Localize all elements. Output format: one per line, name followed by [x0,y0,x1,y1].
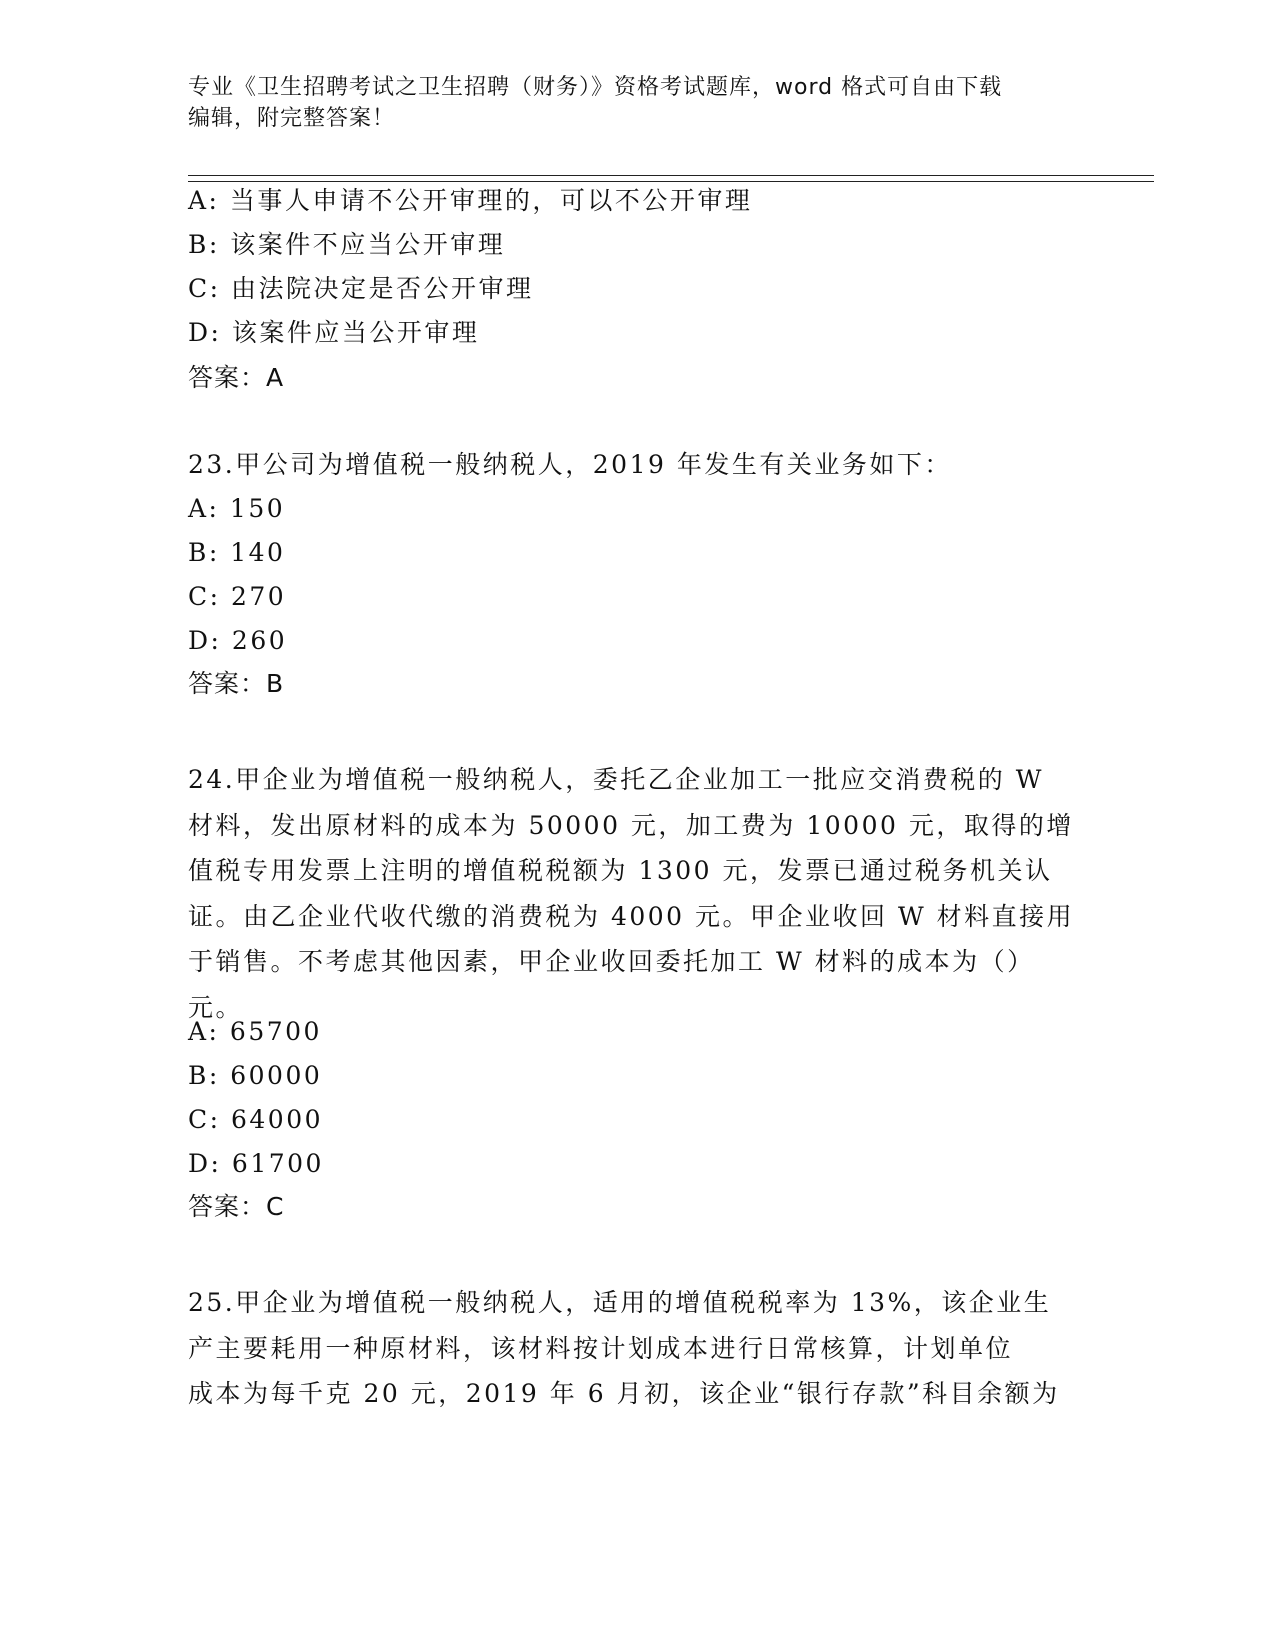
q25-stem-line: 成本为每千克 20 元，2019 年 6 月初，该企业“银行存款”科目余额为 [188,1379,1060,1408]
q23-option-d: D: 260 [188,626,288,655]
q22-option-c: C: 由法院决定是否公开审理 [188,274,534,303]
document-header [188,72,1068,134]
header-title-line-2: 编辑，附完整答案！ [188,106,396,131]
q24-stem-line: 证。由乙企业代收代缴的消费税为 4000 元。甲企业收回 W 材料直接用 [188,901,1075,931]
q23-option-a: A: 150 [188,494,286,523]
q22-option-b: B: 该案件不应当公开审理 [188,230,506,259]
q24-option-d: D: 61700 [188,1149,324,1178]
q24-stem-line: 24.甲企业为增值税一般纳税人，委托乙企业加工一批应交消费税的 W [188,765,1044,794]
q22-option-d: D: 该案件应当公开审理 [188,318,480,347]
q24-stem-line: 值税专用发票上注明的增值税税额为 1300 元，发票已通过税务机关认 [188,856,1053,885]
q24-answer: 答案：C [188,1192,285,1221]
q23-option-b: B: 140 [188,538,286,567]
q24-option-c: C: 64000 [188,1105,324,1134]
q24-stem-line: 材料，发出原材料的成本为 50000 元，加工费为 10000 元，取得的增 [188,810,1074,840]
q23-answer: 答案：B [188,669,285,698]
q22-answer: 答案：A [188,363,285,392]
q24-stem [188,757,1074,1030]
q25-stem [188,1280,1060,1417]
q23-option-c: C: 270 [188,582,287,611]
q25-stem-line: 25.甲企业为增值税一般纳税人，适用的增值税税率为 13%，该企业生 [188,1288,1052,1317]
q25-stem-line: 产主要耗用一种原材料，该材料按计划成本进行日常核算，计划单位 [188,1333,1014,1363]
q23-stem: 23.甲公司为增值税一般纳税人，2019 年发生有关业务如下： [188,450,952,479]
header-divider-top [188,175,1154,176]
q24-stem-line: 元。 [188,992,244,1022]
q24-stem-line: 于销售。不考虑其他因素，甲企业收回委托加工 W 材料的成本为（） [188,947,1035,976]
q24-option-a: A: 65700 [188,1017,322,1046]
q22-option-a: A: 当事人申请不公开审理的，可以不公开审理 [188,186,753,215]
q24-option-b: B: 60000 [188,1061,323,1090]
header-title-line-1: 专业《卫生招聘考试之卫生招聘（财务）》资格考试题库，word 格式可自由下载 [188,75,1003,100]
